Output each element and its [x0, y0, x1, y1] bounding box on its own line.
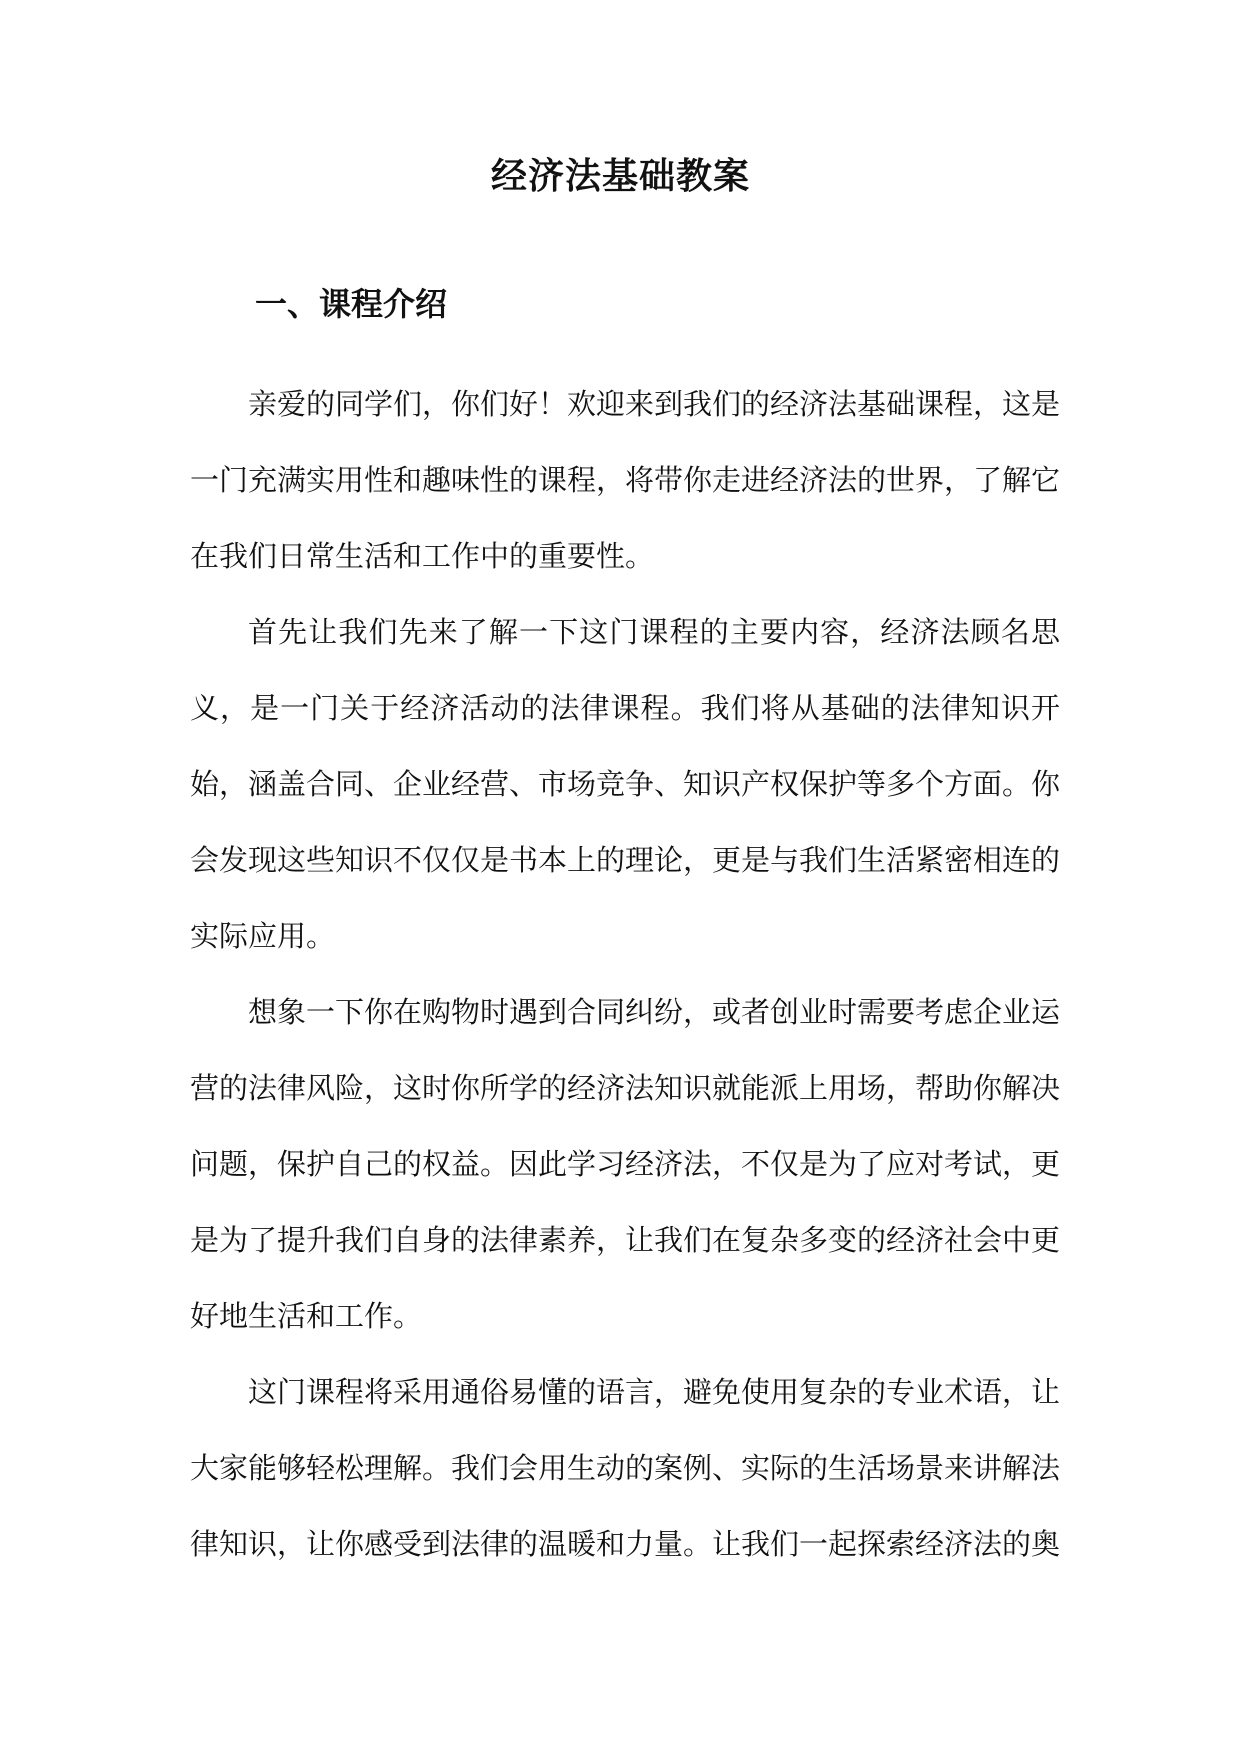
section-body — [190, 366, 1060, 1582]
paragraph: 首先让我们先来了解一下这门课程的主要内容，经济法顾名思义，是一门关于经济活动的法律课程。我们将从基础的法律知识开始，涵盖合同、企业经营、市场竞争、知识产权保护等多个方面。你会发现这些知识不仅仅是书本上的理论，更是与我们生活紧密相连的实际应用。 — [190, 615, 1061, 953]
paragraph: 亲爱的同学们，你们好！欢迎来到我们的经济法基础课程，这是一门充满实用性和趣味性的课程，将带你走进经济法的世界，了解它在我们日常生活和工作中的重要性。 — [190, 387, 1061, 573]
paragraph: 这门课程将采用通俗易懂的语言，避免使用复杂的专业术语，让大家能够轻松理解。我们会用生动的案例、实际的生活场景来讲解法律知识，让你感受到法律的温暖和力量。让我们一起探索经济法的奥 — [190, 1375, 1061, 1561]
document-title: 经济法基础教案 — [490, 155, 750, 197]
section-heading: 一、课程介绍 — [255, 285, 448, 323]
paragraph: 想象一下你在购物时遇到合同纠纷，或者创业时需要考虑企业运营的法律风险，这时你所学的经济法知识就能派上用场，帮助你解决问题，保护自己的权益。因此学习经济法，不仅是为了应对考试，更是为了提升我们自身的法律素养，让我们在复杂多变的经济社会中更好地生活和工作。 — [190, 995, 1061, 1333]
